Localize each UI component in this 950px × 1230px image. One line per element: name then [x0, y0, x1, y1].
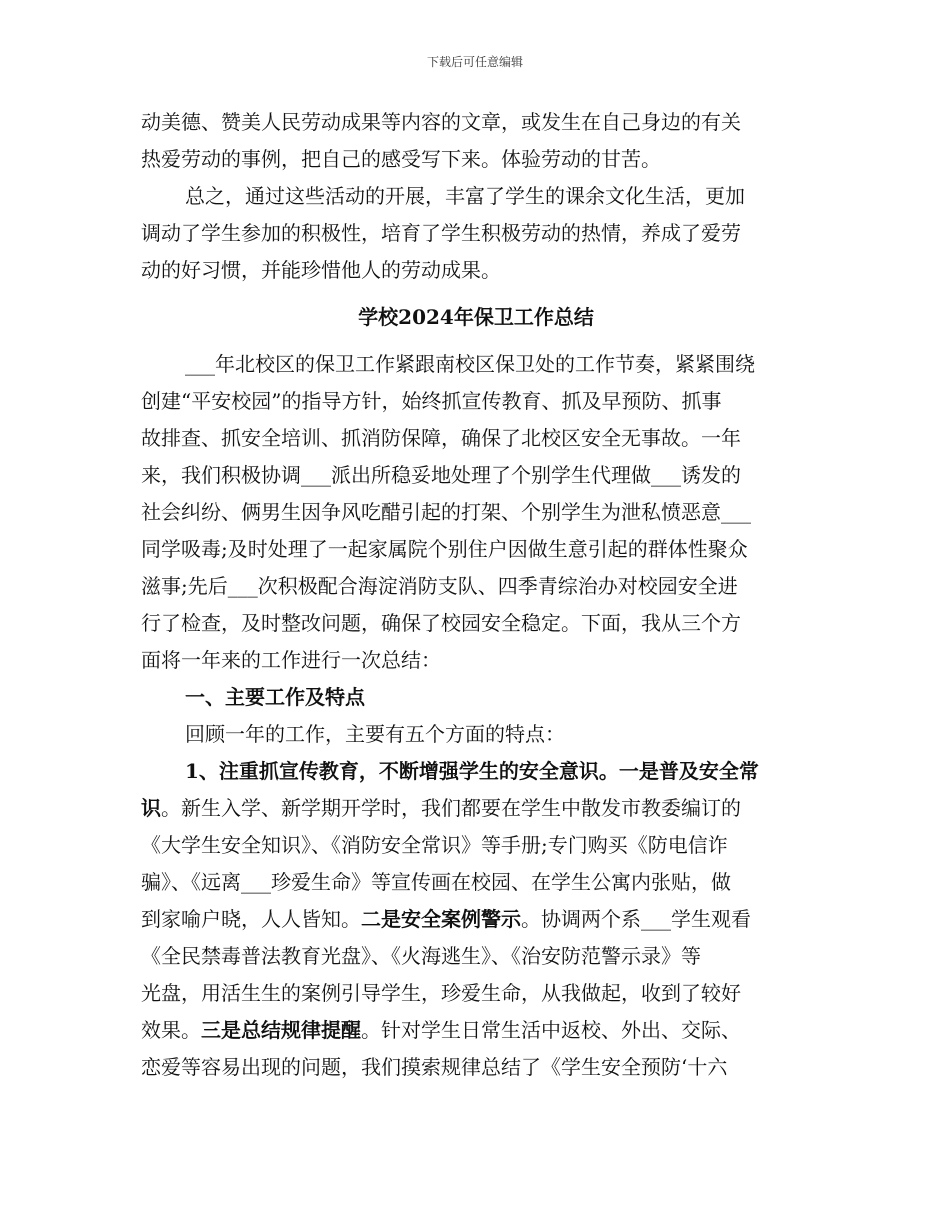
text-line: 行了检查，及时整改问题，确保了校园安全稳定。下面，我从三个方 [141, 611, 741, 635]
paragraph-2 [141, 178, 811, 289]
text-line: 社会纠纷、俩男生因争风吃醋引起的打架、个别学生为泄私愤恶意___ [141, 500, 751, 524]
text-line: 动美德、赞美人民劳动成果等内容的文章，或发生在自己身边的有关 [141, 110, 741, 134]
text-span: 。新生入学、新学期开学时，我们都要在学生中散发市教委编订的 [161, 796, 741, 820]
text-line: 总之，通过这些活动的开展，丰富了学生的课余文化生活，更加 [185, 184, 745, 208]
bold-text-line: 1、注重抓宣传教育，不断增强学生的安全意识。一是普及安全常 [185, 759, 759, 783]
text-line [141, 901, 811, 938]
text-line [141, 1012, 811, 1049]
paragraph-3 [141, 346, 811, 679]
paragraph-1 [141, 104, 811, 178]
bold-text: 三是总结规律提醒 [201, 1018, 361, 1042]
text-line: 光盘，用活生生的案例引导学生，珍爱生命，从我做起，收到了较好 [141, 981, 741, 1005]
text-line: 恋爱等容易出现的问题，我们摸索规律总结了《学生安全预防‘十六 [141, 1055, 728, 1079]
text-line: 动的好习惯，并能珍惜他人的劳动成果。 [141, 258, 501, 282]
text-line: ___年北校区的保卫工作紧跟南校区保卫处的工作节奏，紧紧围绕 [185, 352, 755, 376]
text-line: 面将一年来的工作进行一次总结： [141, 648, 441, 672]
text-line: 热爱劳动的事例，把自己的感受写下来。体验劳动的甘苦。 [141, 147, 661, 171]
text-span: 。协调两个系___学生观看 [521, 907, 751, 931]
text-line: 来，我们积极协调___派出所稳妥地处理了个别学生代理做___诱发的 [141, 463, 741, 487]
text-line: 故排查、抓安全培训、抓消防保障，确保了北校区安全无事故。一年 [141, 426, 741, 450]
text-line [141, 790, 811, 827]
document-body [141, 104, 811, 1086]
text-line: 创建“平安校园”的指导方针，始终抓宣传教育、抓及早预防、抓事 [141, 389, 722, 413]
text-span: 效果。 [141, 1018, 201, 1042]
text-line: 回顾一年的工作，主要有五个方面的特点： [185, 722, 565, 746]
text-line: 滋事;先后___次积极配合海淀消防支队、四季青综治办对校园安全进 [141, 574, 738, 598]
text-line: 骗》、《远离___珍爱生命》等宣传画在校园、在学生公寓内张贴，做 [141, 870, 731, 894]
section-title: 学校2024年保卫工作总结 [358, 305, 594, 329]
bold-text: 二是安全案例警示 [361, 907, 521, 931]
page-header: 下载后可任意编辑 [426, 55, 523, 69]
text-span: 到家喻户晓，人人皆知。 [141, 907, 361, 931]
text-line: 同学吸毒;及时处理了一起家属院个别住户因做生意引起的群体性聚众 [141, 537, 748, 561]
heading-main-work: 一、主要工作及特点 [185, 685, 365, 709]
paragraph-5 [141, 753, 811, 1086]
text-line: 调动了学生参加的积极性，培育了学生积极劳动的热情，养成了爱劳 [141, 221, 741, 245]
bold-text: 识 [141, 796, 161, 820]
text-span: 。针对学生日常生活中返校、外出、交际、 [361, 1018, 741, 1042]
text-line: 《全民禁毒普法教育光盘》、《火海逃生》、《治安防范警示录》等 [141, 944, 701, 968]
text-line: 《大学生安全知识》、《消防安全常识》等手册;专门购买《防电信诈 [141, 833, 728, 857]
